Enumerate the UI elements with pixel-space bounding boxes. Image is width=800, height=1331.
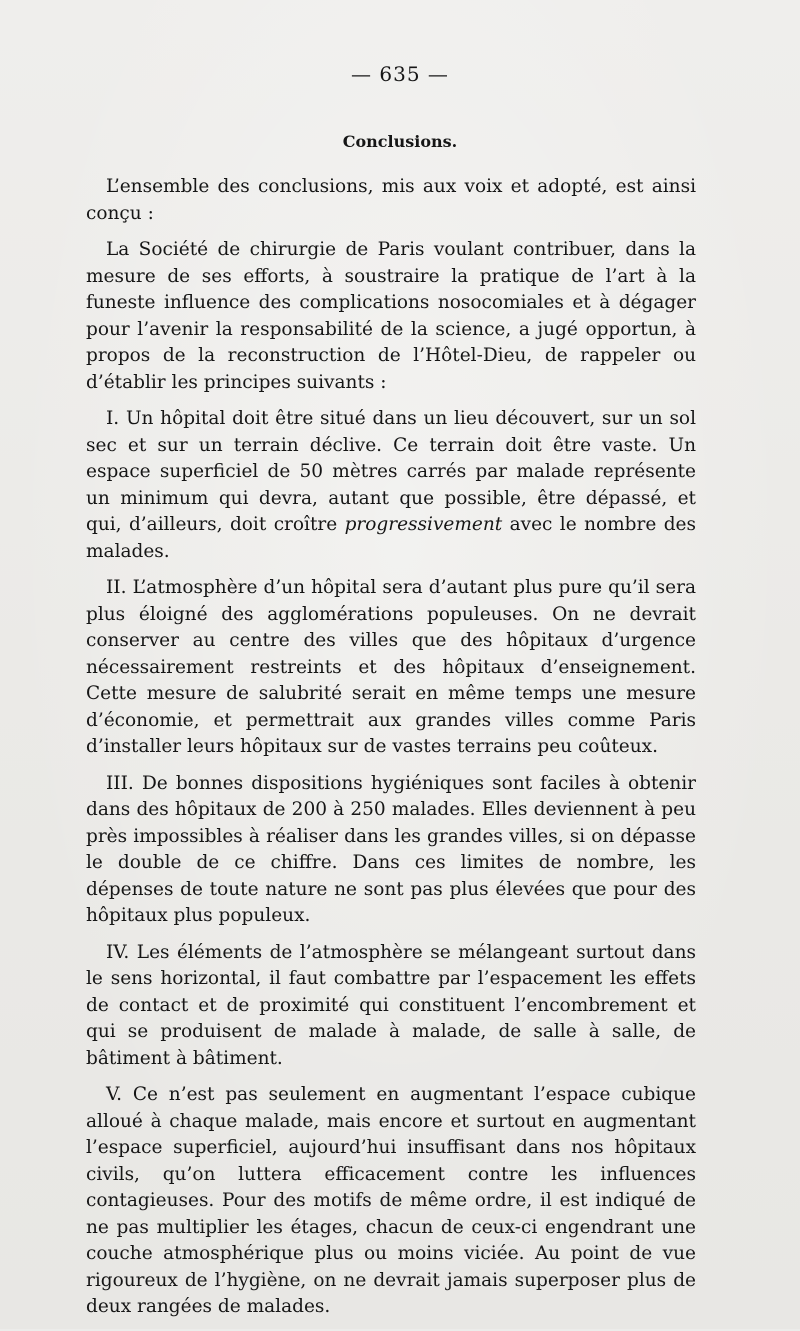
article-emphasis: progressivement <box>344 514 503 535</box>
article-number: V. <box>106 1084 123 1105</box>
paragraph-article-4 <box>86 940 696 1073</box>
paragraph-preamble: La Société de chirurgie de Paris voulant contribuer, dans la mesure de ses efforts, à soustraire la pratique de l’art à la funeste influence des complications nosocomiales et à dégager pour l’avenir la responsabilité de la science, a jugé opportun, à propos de la reconstruction de l’Hôtel-Dieu, de rappeler ou d’établir les principes suivants : <box>86 239 696 393</box>
article-number: IV. <box>106 941 130 963</box>
section-heading: Conclusions. <box>342 132 458 151</box>
article-text-end: avec le nombre des malades. <box>86 514 696 562</box>
article-text: De bonnes dispositions hygiéniques sont faciles à obtenir dans des hôpitaux de 200 à 250 malades. Elles deviennent à peu près impossibles à réaliser dans les grandes villes, si on dépasse le double de ce chiffre. Dans ces limites de nombre, les dépenses de toute nature ne sont pas plus élevées que pour des hôpitaux plus populeux. <box>86 772 696 926</box>
paragraph-article-5 <box>86 1082 696 1321</box>
document-body <box>86 174 696 1331</box>
article-number: III. <box>106 772 134 794</box>
paragraph-article-1 <box>86 406 696 565</box>
article-number: I. <box>106 408 120 429</box>
article-text: Un hôpital doit être situé dans un lieu découvert, sur un sol sec et sur un terrain déclive. Ce terrain doit être vaste. Un espace superficiel de 50 mètres carrés par malade représente un minimum qui devra, autant que possible, être dépassé, et qui, d’ailleurs, doit croître <box>86 408 696 535</box>
article-text: L’atmosphère d’un hôpital sera d’autant plus pure qu’il sera plus éloigné des agglomérations populeuses. On ne devrait conserver au centre des villes que des hôpitaux d’urgence nécessairement restreints et des hôpitaux d’enseignement. Cette mesure de salubrité serait en même temps une mesure d’économie, et permettrait aux grandes villes comme Paris d’installer leurs hôpitaux sur de vastes terrains peu coûteux. <box>86 577 696 757</box>
article-number: II. <box>106 577 127 598</box>
paragraph-article-3 <box>86 771 696 930</box>
paragraph-article-2 <box>86 575 696 761</box>
paragraph-intro: L’ensemble des conclusions, mis aux voix et adopté, est ainsi conçu : <box>86 176 696 224</box>
article-text: Ce n’est pas seulement en augmentant l’espace cubique alloué à chaque malade, mais encore et surtout en augmentant l’espace superficiel, aujourd’hui insuffisant dans nos hôpitaux civils, qu’on luttera efficacement contre les influences contagieuses. Pour des motifs de même ordre, il est indiqué de ne pas multiplier les étages, chacun de ceux-ci engendrant une couche atmosphérique plus ou moins viciée. Au point de vue rigoureux de l’hygiène, on ne devrait jamais superposer plus de deux rangées de malades. <box>86 1084 696 1317</box>
page-number: — 635 — <box>351 62 449 86</box>
article-text: Les éléments de l’atmosphère se mélangeant surtout dans le sens horizontal, il faut combattre par l’espacement les effets de contact et de proximité qui constituent l’encombrement et qui se produisent de malade à malade, de salle à salle, de bâtiment à bâtiment. <box>86 941 696 1069</box>
